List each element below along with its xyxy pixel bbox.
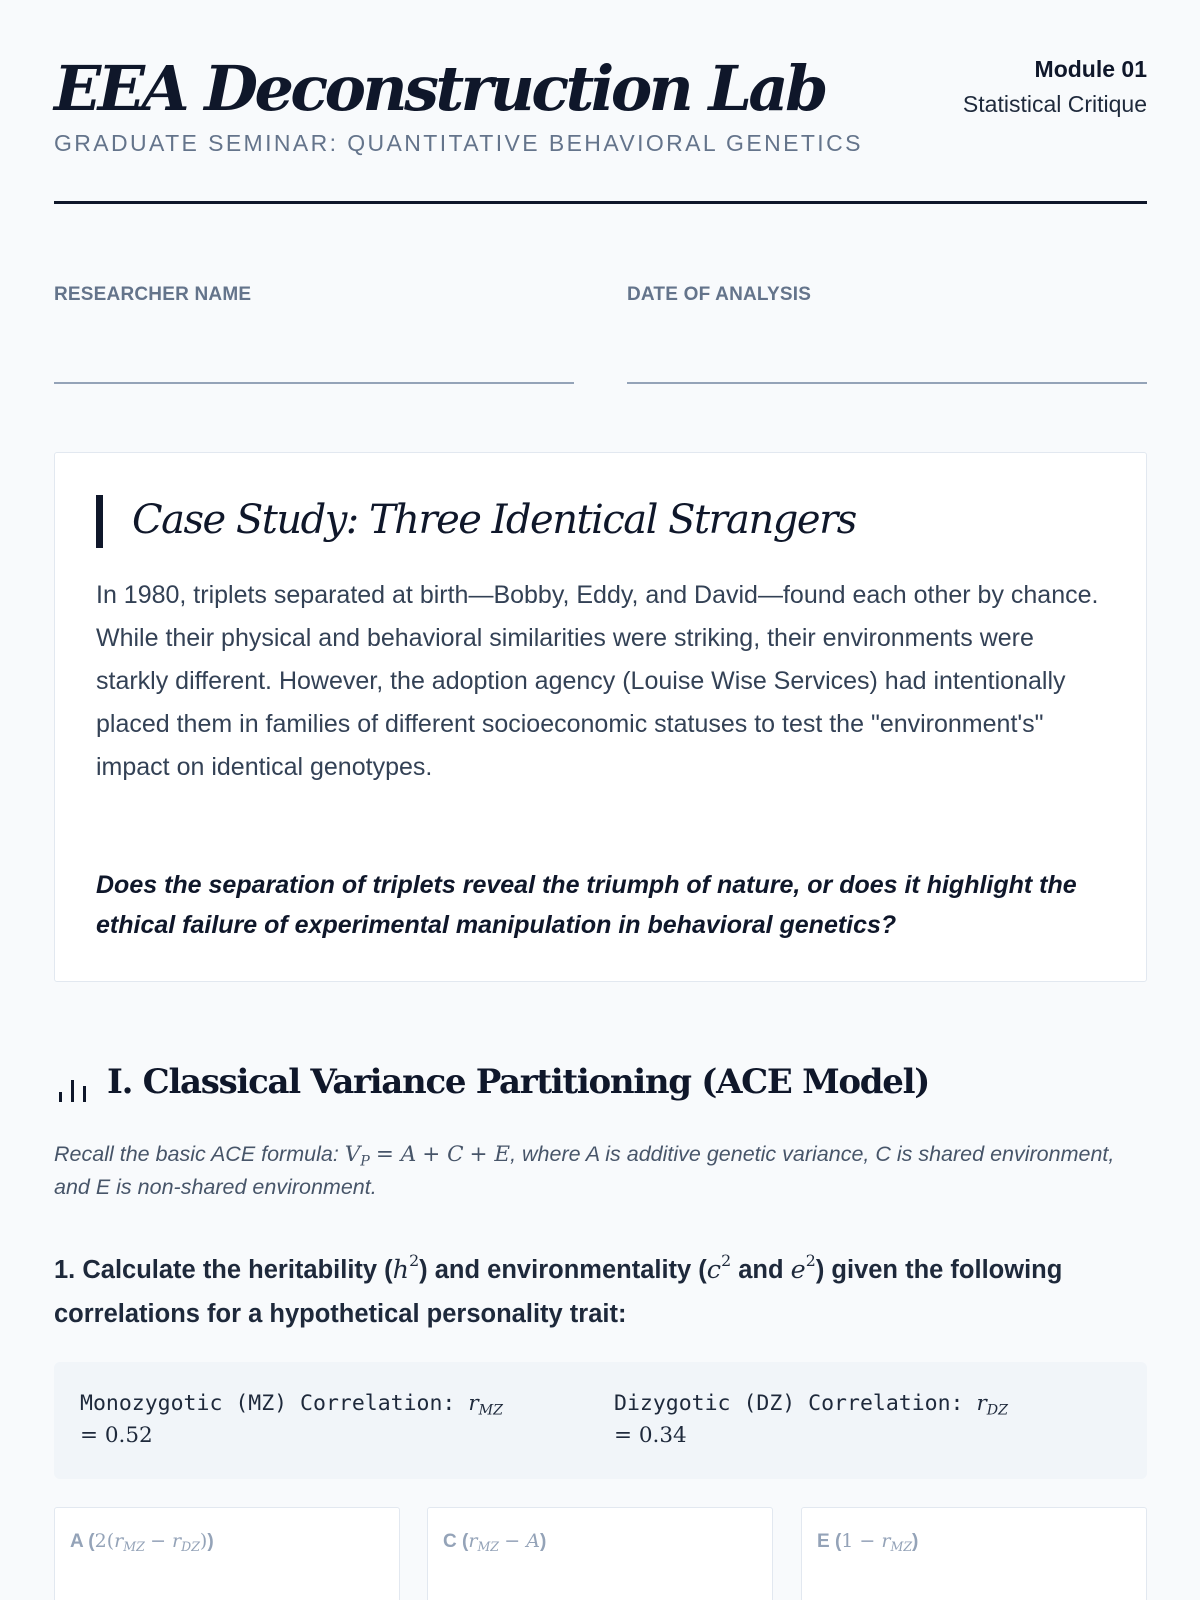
answer-box-a[interactable] — [54, 1507, 400, 1600]
module-info — [963, 56, 1147, 118]
worksheet-page — [54, 0, 1147, 1554]
case-study-question: Does the separation of triplets reveal the triumph of nature, or does it highlight the ethical failure of experimental manipulation in behavioral genetics? — [96, 871, 1077, 939]
answer-box-c[interactable] — [427, 1507, 773, 1600]
date-of-analysis-input[interactable] — [627, 356, 1147, 384]
dz-correlation: Dizygotic (DZ) Correlation: $r_{DZ}$ = 0.34 — [614, 1391, 1008, 1448]
mz-correlation: Monozygotic (MZ) Correlation: $r_{MZ}$ = 0.52 — [80, 1391, 503, 1448]
correlation-data-block — [54, 1362, 1147, 1479]
case-accent-bar — [96, 495, 103, 548]
answer-label-e: E $(1 - r_{MZ})$ — [817, 1530, 919, 1554]
section-title: I. Classical Variance Partitioning (ACE Model) — [107, 1062, 929, 1102]
case-study-title: Case Study: Three Identical Strangers — [132, 497, 856, 543]
case-study-card — [54, 452, 1147, 982]
page-subtitle: GRADUATE SEMINAR: QUANTITATIVE BEHAVIORAL GENETICS — [54, 130, 863, 156]
date-of-analysis-field — [627, 284, 1147, 384]
case-study-body: In 1980, triplets separated at birth—Bobby, Eddy, and David—found each other by chance. While their physical and behavioral similarities were striking, their environments were starkly different. However, the adoption agency (Louise Wise Services) had intentionally placed them in families of different socioeconomic statuses to test the "environment's" impact on identical genotypes. — [96, 581, 1099, 781]
module-number: Module 01 — [1034, 56, 1147, 82]
bar-chart-icon — [59, 1072, 89, 1102]
date-of-analysis-label: DATE OF ANALYSIS — [627, 284, 812, 305]
researcher-name-input[interactable] — [54, 356, 574, 384]
question-1: 1. Calculate the heritability $(h^2)$ and environmentality ($c^2$ and $e^2$) given the following correlations for a hypothetical personality trait: — [54, 1251, 1063, 1328]
module-name: Statistical Critique — [962, 91, 1147, 117]
answer-label-c: C $(r_{MZ} - A)$ — [443, 1530, 547, 1554]
researcher-name-field — [54, 284, 574, 384]
answer-label-a: A $(2(r_{MZ} - r_{DZ}))$ — [70, 1530, 214, 1554]
ace-formula-note: Recall the basic ACE formula: $V_P = A + C + E$, where A is additive genetic variance, C is shared environment, and E is non-shared environment. — [54, 1142, 1115, 1199]
answer-box-e[interactable] — [801, 1507, 1147, 1600]
page-header — [54, 0, 1147, 204]
page-title: EEA Deconstruction Lab — [54, 52, 825, 125]
researcher-name-label: RESEARCHER NAME — [54, 284, 252, 305]
